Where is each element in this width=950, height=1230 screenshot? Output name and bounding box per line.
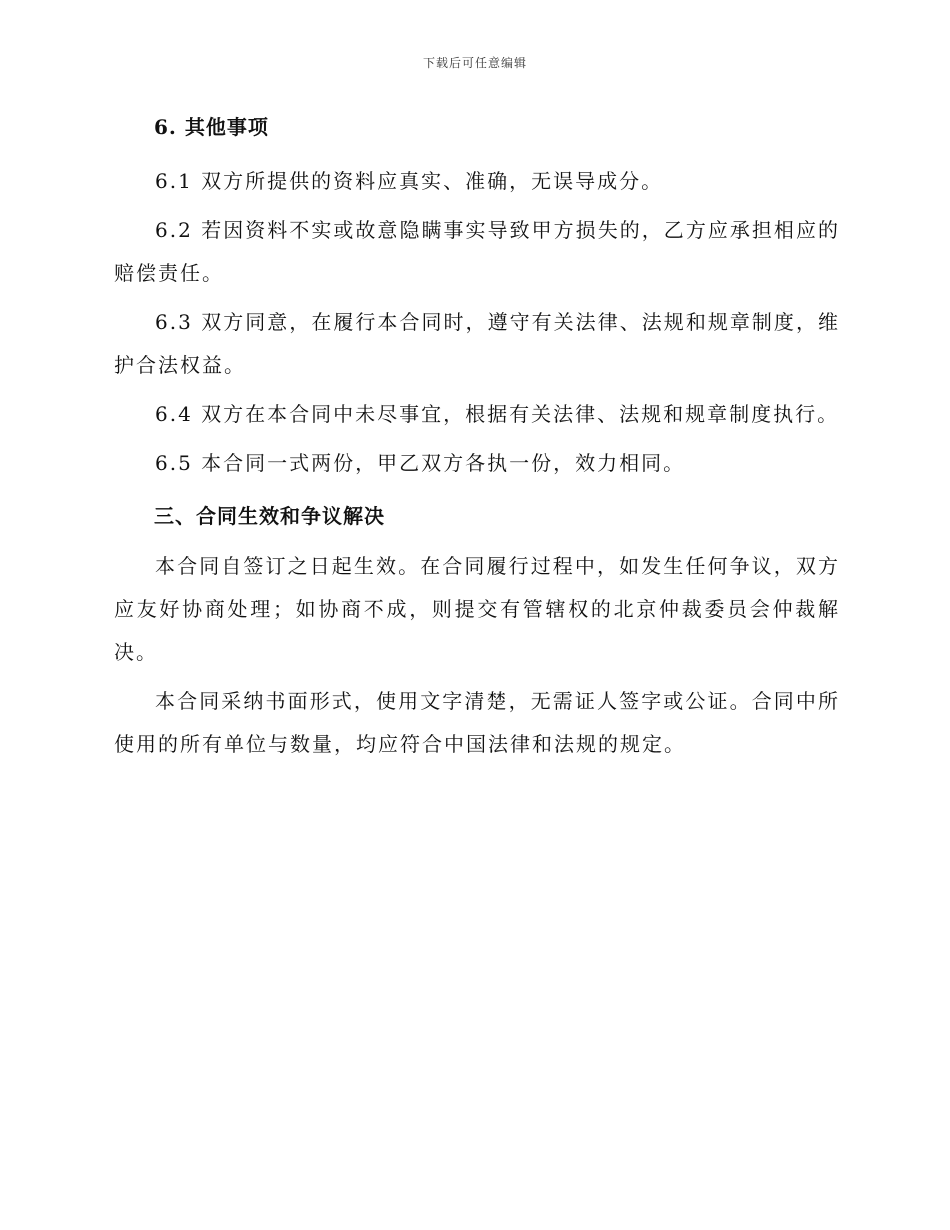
section-heading-effect-and-disputes: 三、合同生效和争议解决 xyxy=(154,504,385,528)
clause-6-3: 6.3 双方同意，在履行本合同时，遵守有关法律、法规和规章制度，维护合法权益。 xyxy=(114,310,840,377)
document-body xyxy=(114,110,840,766)
paragraph-effectiveness: 本合同自签订之日起生效。在合同履行过程中，如发生任何争议，双方应友好协商处理；如协商不成，则提交有管辖权的北京仲裁委员会仲裁解决。 xyxy=(114,554,840,664)
clause-6-2: 6.2 若因资料不实或故意隐瞒事实导致甲方损失的，乙方应承担相应的赔偿责任。 xyxy=(114,218,840,285)
paragraph-written-form: 本合同采纳书面形式，使用文字清楚，无需证人签字或公证。合同中所使用的所有单位与数量，均应符合中国法律和法规的规定。 xyxy=(114,689,840,756)
header-note: 下载后可任意编辑 xyxy=(422,56,527,70)
clause-6-5: 6.5 本合同一式两份，甲乙双方各执一份，效力相同。 xyxy=(155,451,686,475)
clause-6-1: 6.1 双方所提供的资料应真实、准确，无误导成分。 xyxy=(155,169,664,193)
clause-6-4: 6.4 双方在本合同中未尽事宜，根据有关法律、法规和规章制度执行。 xyxy=(155,402,840,426)
section-heading-other-matters: 6. 其他事项 xyxy=(154,115,269,139)
